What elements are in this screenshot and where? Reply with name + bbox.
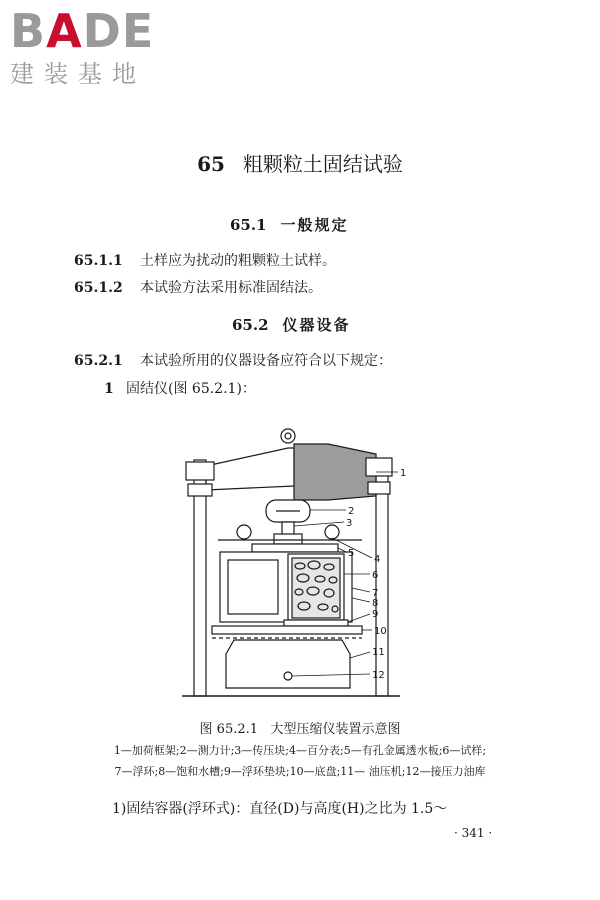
clause: 65.1.1 土样应为扰动的粗颗粒土试样。: [74, 253, 336, 269]
callout-label: 3: [346, 518, 353, 529]
callout-label: 10: [374, 626, 387, 637]
dial-gauge-right: [325, 525, 339, 539]
chapter-title: 粗颗粒土固结试验: [242, 152, 403, 176]
figure-caption: 图 65.2.1 大型压缩仪装置示意图: [199, 722, 401, 737]
figure-legend-line: 7—浮环;8—饱和水槽;9—浮环垫块;10—底盘;11— 油压机;12—接压力油库: [114, 765, 486, 778]
crossbeam-left: [206, 448, 294, 490]
figure-legend-line: 1—加荷框架;2—测力计;3—传压块;4—百分表;5—有孔金属透水板;6—试样;: [113, 744, 487, 757]
porous-plate: [252, 544, 338, 552]
callout-label: 4: [374, 554, 381, 565]
section-heading: 65.2 仪器设备: [232, 316, 351, 334]
logo-wordmark: BADE: [10, 4, 155, 58]
dial-gauge-left: [237, 525, 251, 539]
clause: 65.2.1 本试验所用的仪器设备应符合以下规定：: [74, 353, 392, 369]
callout-label: 7: [372, 588, 379, 599]
oil-inlet: [284, 672, 292, 680]
hydraulic-press: [226, 640, 350, 688]
nut-mid-right: [368, 482, 390, 494]
nut-top-left: [186, 462, 214, 480]
logo-chinese-name: 建装基地: [10, 60, 146, 88]
body-text: 1)固结容器(浮环式)：直径(D)与高度(H)之比为 1.5～: [112, 801, 448, 817]
callout-label: 2: [348, 506, 355, 517]
floating-ring-pad: [284, 620, 348, 626]
base-plate: [212, 626, 362, 634]
apparatus-figure: [178, 426, 418, 708]
lifting-eye: [281, 429, 295, 443]
logo: [10, 6, 180, 88]
callout-label: 6: [372, 570, 379, 581]
callout-label: 11: [372, 647, 385, 658]
callout-label: 8: [372, 598, 379, 609]
tank-window: [228, 560, 278, 614]
crossbeam-right: [294, 444, 376, 500]
callout-label: 5: [348, 548, 355, 559]
list-item: 1 固结仪(图 65.2.1)：: [104, 381, 256, 397]
page-number: · 341 ·: [454, 826, 493, 840]
chapter-heading: [0, 148, 600, 177]
nut-top-right: [366, 458, 392, 476]
callout-label: 12: [372, 670, 385, 681]
clause: 65.1.2 本试验方法采用标准固结法。: [74, 280, 322, 296]
callout-label: 9: [372, 609, 379, 620]
nut-mid-left: [188, 484, 212, 496]
callout-label: 1: [400, 468, 407, 479]
chapter-number: 65: [197, 152, 225, 176]
section-heading: 65.1 一般规定: [230, 216, 349, 234]
